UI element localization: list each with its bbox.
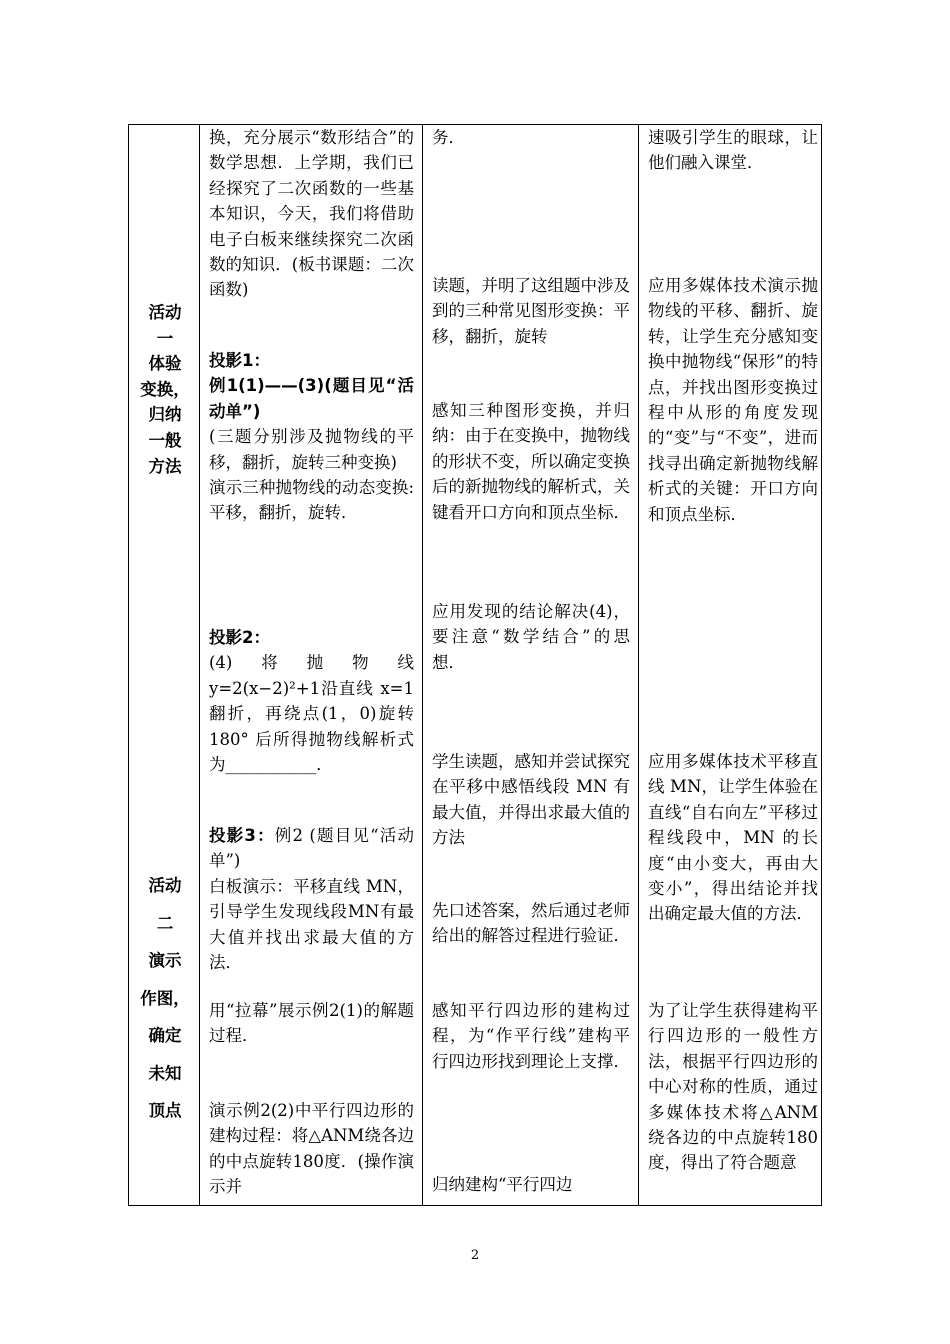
curtain-demo-text: 用“拉幕”展示例2(1)的解题过程．: [209, 1001, 414, 1046]
student-text: 归纳建构“平行四边: [432, 1175, 573, 1194]
column-divider: [638, 125, 639, 1205]
student-text: [432, 749, 630, 851]
label-line: 未知: [148, 1063, 182, 1083]
projection-one-demo: 演示三种抛物线的动态变换:平移，翻折，旋转．: [209, 478, 414, 523]
parallelogram-demo-text: 演示例2(2)中平行四边形的建构过程：将△ANM绕各边的中点旋转180度．(操作演示并: [209, 1101, 414, 1197]
student-text: 应用发现的结论解决(4)，要注意“数学结合”的思想．: [432, 602, 630, 672]
student-text: 读题，并明了这组题中涉及到的三种常见图形变换：平移，翻折，旋转: [432, 276, 630, 346]
intent-text: 速吸引学生的眼球，让他们融入课堂．: [648, 128, 818, 173]
label-line: 演示: [148, 951, 182, 970]
label-line: 一般: [148, 430, 182, 450]
projection-three-title: 投影3：: [209, 826, 275, 845]
label-line: 一: [156, 328, 174, 348]
column-divider: [422, 125, 423, 1205]
intro-text: 换，充分展示“数形结合”的数学思想．上学期，我们已经探究了二次函数的一些基本知识，今天，我们将借助电子白板来继续探究二次函数的知识．(板书课题：二次函数): [209, 128, 414, 300]
teacher-column: [209, 125, 414, 1205]
label-line: 活动: [148, 303, 182, 322]
projection-three-text: 白板演示：平移直线 MN，引导学生发现线段MN有最大值并找出求最大值的方法．: [209, 876, 414, 973]
label-line: 体验: [148, 354, 182, 374]
page-number: 2: [470, 1248, 480, 1263]
intent-text: 应用多媒体技术平移直线 MN，让学生体验在直线“自右向左”平移过程线段中，MN 的长度“由小变大，再由大变小”，得出结论并找出确定最大值的方法．: [648, 752, 818, 924]
label-line: 活动: [148, 876, 182, 895]
projection-two-text: (4)将抛物线 y=2(x−2)²+1沿直线 x=1翻折，再绕点(1，0)旋转180° 后所得抛物线解析式为___________．: [209, 653, 414, 775]
projection-two-title: 投影2：: [209, 628, 270, 647]
student-text: 务．: [432, 128, 465, 147]
lesson-plan-table: [128, 124, 822, 1206]
intent-text: 为了让学生获得建构平行四边形的一般性方法，根据平行四边形的中心对称的性质，通过多媒体技术将△ANM绕各边的中点旋转180度，得出了符合题意: [648, 1001, 818, 1173]
projection-one-note: (三题分别涉及抛物线的平移，翻折，旋转三种变换): [209, 427, 414, 472]
label-line: 二: [156, 913, 174, 933]
projection-three: [209, 823, 414, 975]
projection-two: [209, 625, 414, 777]
example-one-line: 例1(1)——(3)(题目见“活动单”): [209, 376, 414, 421]
design-intent-column: [648, 125, 818, 1205]
projection-one: [209, 348, 414, 526]
student-text-line: 学生读题，感知并尝试探究: [432, 752, 630, 771]
intent-text: 应用多媒体技术演示抛物线的平移、翻折、旋转，让学生充分感知变换中抛物线“保形”的特点，并找出图形变换过程中从形的角度发现的“变”与“不变”，进而找寻出确定新抛物线解析式的关键：开口方向和顶点坐标．: [648, 276, 818, 524]
student-text-line: 在平移中感悟线段 MN 有最大值，并得出求最大值的方法: [432, 777, 630, 848]
label-line: 变换，: [140, 379, 190, 399]
label-line: 确定: [148, 1026, 182, 1045]
activity-two-label: [133, 867, 197, 1130]
label-line: 顶点: [148, 1101, 182, 1120]
projection-one-title: 投影1：: [209, 351, 270, 370]
student-text: 感知三种图形变换，并归纳：由于在变换中，抛物线的形状不变，所以确定变换后的新抛物线的解析式，关键看开口方向和顶点坐标．: [432, 401, 630, 522]
student-column: [432, 125, 630, 1205]
student-text: 感知平行四边形的建构过程，为“作平行线”建构平行四边形找到理论上支撑．: [432, 1001, 630, 1071]
column-divider: [199, 125, 200, 1205]
activity-one-label: [133, 300, 197, 479]
label-line: 归纳: [148, 405, 182, 425]
student-text: 先口述答案，然后通过老师给出的解答过程进行验证．: [432, 901, 630, 946]
label-line: 方法: [148, 456, 182, 476]
label-line: 作图，: [140, 988, 190, 1008]
projection-three-example: 例2 (题目见“活动单”): [209, 826, 414, 871]
